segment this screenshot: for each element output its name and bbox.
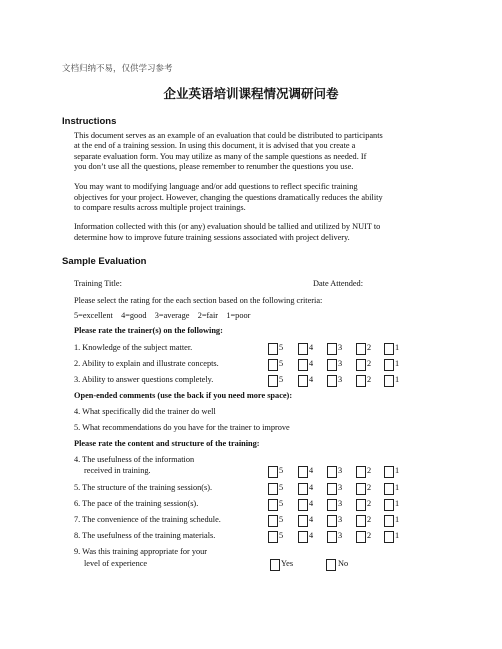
rating-checkbox-3[interactable] — [327, 483, 337, 495]
appropriate-question-line: 9. Was this training appropriate for your — [74, 547, 208, 556]
rating-checkbox-4[interactable] — [298, 343, 308, 355]
rating-checkbox-1[interactable] — [384, 531, 394, 543]
sample-evaluation-heading: Sample Evaluation — [62, 256, 147, 267]
rating-option-label: 2 — [367, 343, 372, 352]
rating-option-label: 5 — [279, 375, 284, 384]
rating-checkbox-4[interactable] — [298, 483, 308, 495]
rating-option-label: 4 — [309, 359, 314, 368]
rating-checkbox-2[interactable] — [356, 375, 366, 387]
rating-option-label: 3 — [338, 343, 343, 352]
rating-option-label: 3 — [338, 359, 343, 368]
rating-option-label: 2 — [367, 483, 372, 492]
appropriate-question-line: level of experience — [84, 559, 148, 568]
rating-checkbox-5[interactable] — [268, 466, 278, 478]
content-question: 7. The convenience of the training schedule. — [74, 515, 221, 524]
instructions-para2-line: to compare results across multiple project trainings. — [74, 203, 246, 212]
rating-option-label: 5 — [279, 483, 284, 492]
rating-checkbox-4[interactable] — [298, 359, 308, 371]
rating-option-label: 3 — [338, 515, 343, 524]
no-checkbox[interactable] — [326, 559, 336, 571]
instructions-para1-line: you don’t use all the questions, please remember to renumber the questions you use. — [74, 162, 354, 171]
rating-instruction: Please select the rating for the each section based on the following criteria: — [74, 296, 323, 305]
rating-checkbox-3[interactable] — [327, 531, 337, 543]
rating-option-label: 1 — [395, 375, 400, 384]
rating-option-label: 1 — [395, 515, 400, 524]
open-ended-question: 4. What specifically did the trainer do well — [74, 407, 216, 416]
open-ended-heading: Open-ended comments (use the back if you need more space): — [74, 391, 293, 400]
rating-checkbox-1[interactable] — [384, 499, 394, 511]
rating-checkbox-1[interactable] — [384, 343, 394, 355]
yes-label: Yes — [281, 559, 294, 568]
yes-checkbox[interactable] — [270, 559, 280, 571]
rating-checkbox-1[interactable] — [384, 466, 394, 478]
rating-checkbox-4[interactable] — [298, 466, 308, 478]
instructions-para2-line: You may want to modifying language and/or add questions to reflect specific training — [74, 182, 358, 191]
rating-option-label: 4 — [309, 531, 314, 540]
trainer-question: 3. Ability to answer questions completely. — [74, 375, 214, 384]
instructions-para3-line: determine how to improve future training sessions associated with project delivery. — [74, 233, 350, 242]
rating-option-label: 2 — [367, 515, 372, 524]
trainer-section-heading: Please rate the trainer(s) on the following: — [74, 326, 223, 335]
rating-checkbox-5[interactable] — [268, 515, 278, 527]
document-title: 企业英语培训课程情况调研问卷 — [163, 86, 339, 101]
rating-option-label: 2 — [367, 466, 372, 475]
rating-option-label: 1 — [395, 483, 400, 492]
content-question-line: 4. The usefulness of the information — [74, 455, 195, 464]
rating-option-label: 2 — [367, 359, 372, 368]
rating-option-label: 5 — [279, 343, 284, 352]
rating-checkbox-4[interactable] — [298, 375, 308, 387]
rating-checkbox-5[interactable] — [268, 499, 278, 511]
rating-option-label: 4 — [309, 466, 314, 475]
rating-option-label: 3 — [338, 466, 343, 475]
instructions-heading: Instructions — [62, 116, 117, 127]
rating-option-label: 4 — [309, 375, 314, 384]
rating-checkbox-5[interactable] — [268, 343, 278, 355]
rating-checkbox-1[interactable] — [384, 359, 394, 371]
rating-checkbox-4[interactable] — [298, 531, 308, 543]
trainer-question: 2. Ability to explain and illustrate concepts. — [74, 359, 219, 368]
open-ended-question: 5. What recommendations do you have for the trainer to improve — [74, 423, 290, 432]
header-note: 文档归纳不易，仅供学习参考 — [62, 63, 173, 73]
instructions-para3-line: Information collected with this (or any) evaluation should be tallied and utilized by NUIT to — [74, 222, 381, 231]
trainer-question: 1. Knowledge of the subject matter. — [74, 343, 193, 352]
rating-option-label: 4 — [309, 499, 314, 508]
rating-checkbox-2[interactable] — [356, 343, 366, 355]
rating-option-label: 4 — [309, 343, 314, 352]
rating-checkbox-3[interactable] — [327, 375, 337, 387]
date-attended-label: Date Attended: — [313, 279, 363, 288]
rating-option-label: 5 — [279, 466, 284, 475]
content-question: 5. The structure of the training session(s). — [74, 483, 213, 492]
rating-option-label: 5 — [279, 499, 284, 508]
no-label: No — [338, 559, 349, 568]
rating-checkbox-2[interactable] — [356, 483, 366, 495]
rating-option-label: 2 — [367, 531, 372, 540]
rating-option-label: 1 — [395, 499, 400, 508]
rating-checkbox-4[interactable] — [298, 515, 308, 527]
rating-checkbox-3[interactable] — [327, 515, 337, 527]
rating-option-label: 3 — [338, 499, 343, 508]
rating-checkbox-1[interactable] — [384, 483, 394, 495]
rating-checkbox-2[interactable] — [356, 531, 366, 543]
rating-option-label: 3 — [338, 375, 343, 384]
content-question: 6. The pace of the training session(s). — [74, 499, 199, 508]
rating-option-label: 1 — [395, 531, 400, 540]
rating-checkbox-2[interactable] — [356, 499, 366, 511]
content-question: 8. The usefulness of the training materials. — [74, 531, 216, 540]
content-question-line: received in training. — [84, 466, 151, 475]
rating-checkbox-4[interactable] — [298, 499, 308, 511]
rating-checkbox-3[interactable] — [327, 343, 337, 355]
rating-option-label: 5 — [279, 531, 284, 540]
content-section-heading: Please rate the content and structure of the training: — [74, 439, 260, 448]
training-title-label: Training Title: — [74, 279, 122, 288]
rating-option-label: 4 — [309, 483, 314, 492]
instructions-para1-line: separate evaluation form. You may utilize as many of the sample questions as needed. If — [74, 152, 367, 161]
rating-checkbox-1[interactable] — [384, 375, 394, 387]
rating-option-label: 5 — [279, 515, 284, 524]
rating-checkbox-2[interactable] — [356, 466, 366, 478]
rating-option-label: 3 — [338, 483, 343, 492]
rating-option-label: 2 — [367, 375, 372, 384]
rating-checkbox-5[interactable] — [268, 531, 278, 543]
rating-checkbox-3[interactable] — [327, 466, 337, 478]
rating-option-label: 2 — [367, 499, 372, 508]
rating-criteria: 5=excellent 4=good 3=average 2=fair 1=poor — [74, 311, 251, 320]
rating-option-label: 1 — [395, 343, 400, 352]
rating-checkbox-2[interactable] — [356, 359, 366, 371]
rating-checkbox-5[interactable] — [268, 375, 278, 387]
rating-checkbox-3[interactable] — [327, 359, 337, 371]
instructions-para2-line: objectives for your project. However, changing the questions dramatically reduces the ability — [74, 193, 383, 202]
rating-option-label: 1 — [395, 466, 400, 475]
rating-checkbox-1[interactable] — [384, 515, 394, 527]
rating-option-label: 1 — [395, 359, 400, 368]
rating-checkbox-2[interactable] — [356, 515, 366, 527]
instructions-para1-line: This document serves as an example of an evaluation that could be distributed to participants — [74, 131, 383, 140]
rating-option-label: 3 — [338, 531, 343, 540]
instructions-para1-line: at the end of a training session. In using this document, it is advised that you create a — [74, 141, 356, 150]
rating-checkbox-3[interactable] — [327, 499, 337, 511]
rating-option-label: 5 — [279, 359, 284, 368]
rating-checkbox-5[interactable] — [268, 359, 278, 371]
rating-option-label: 4 — [309, 515, 314, 524]
rating-checkbox-5[interactable] — [268, 483, 278, 495]
